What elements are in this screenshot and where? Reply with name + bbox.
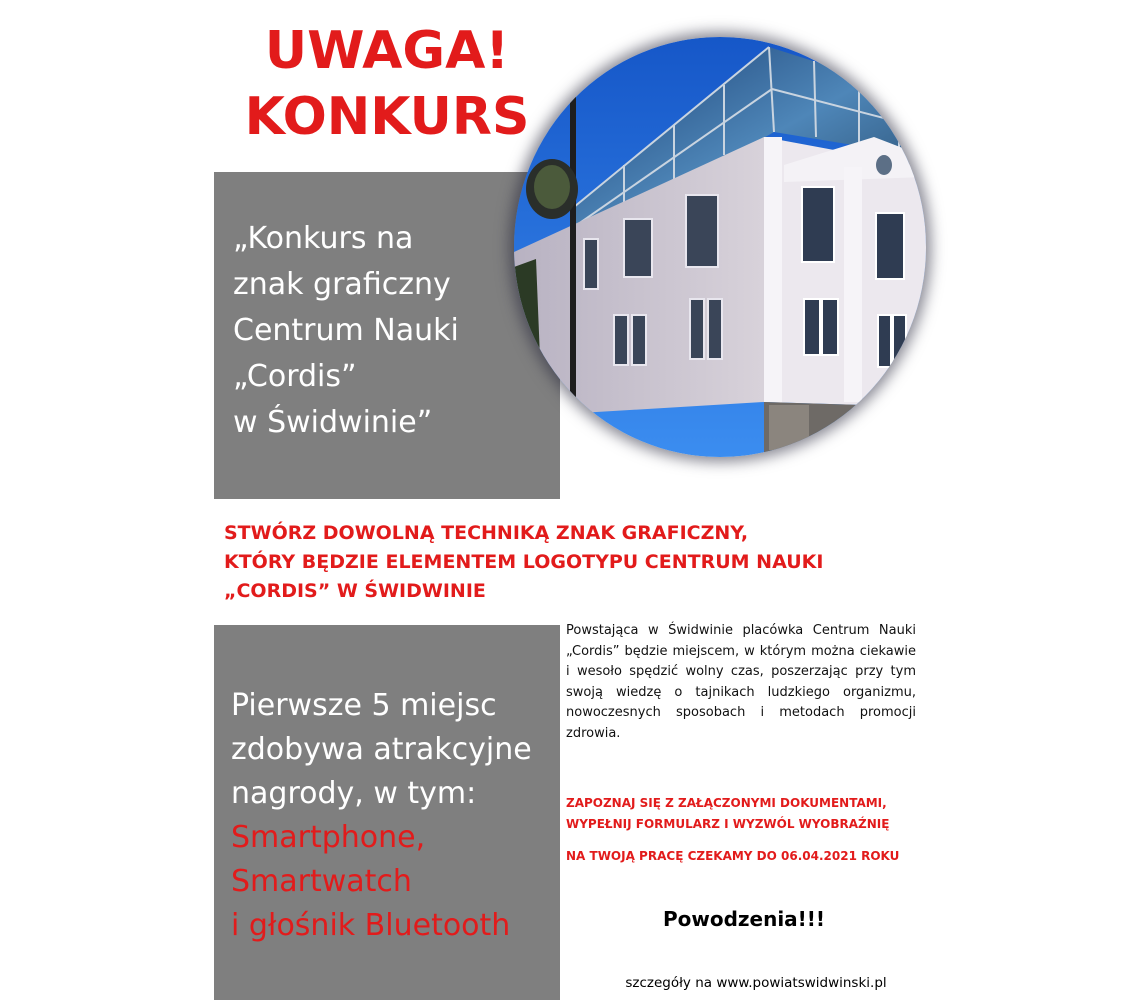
prize-item: Smartphone, (231, 820, 426, 855)
building-photo (514, 37, 926, 457)
headline-konkurs: KONKURS (244, 87, 530, 147)
cta-instructions (566, 793, 922, 835)
headline-uwaga: UWAGA! (264, 21, 510, 81)
good-luck-text: Powodzenia!!! (662, 907, 826, 931)
title-line: znak graficzny (233, 267, 451, 302)
tagline (224, 519, 912, 606)
contest-title (233, 216, 553, 446)
title-line: w Świdwinie” (233, 405, 433, 440)
cta-line: WYPEŁNIJ FORMULARZ I WYZWÓL WYOBRAŹNIĘ (566, 817, 890, 831)
tagline-line: KTÓRY BĘDZIE ELEMENTEM LOGOTYPU CENTRUM NAUKI (224, 551, 824, 573)
cta-deadline: NA TWOJĄ PRACĘ CZEKAMY DO 06.04.2021 ROKU (566, 849, 900, 863)
building-illustration (514, 37, 926, 457)
prize-item: Smartwatch (231, 864, 412, 899)
tagline-line: STWÓRZ DOWOLNĄ TECHNIKĄ ZNAK GRAFICZNY, (224, 522, 749, 544)
tagline-line: „CORDIS” W ŚWIDWINIE (224, 580, 486, 602)
prize-intro-line: nagrody, w tym: (231, 776, 477, 811)
details-link[interactable]: szczegóły na www.powiatswidwinski.pl (625, 975, 887, 991)
prize-item: i głośnik Bluetooth (231, 908, 511, 943)
title-line: Centrum Nauki (233, 313, 459, 348)
description-paragraph: Powstająca w Świdwinie placówka Centrum Nauki „Cordis” będzie miejscem, w którym można ciekawie i wesoło spędzić wolny czas, poszerzając przy tym swoją wiedzę o tajnikach ludzkiego organizmu, nowoczesnych sposobach i metodach promocji zdrowia. (566, 623, 916, 741)
prize-intro-line: Pierwsze 5 miejsc (231, 688, 497, 723)
cta-line: ZAPOZNAJ SIĘ Z ZAŁĄCZONYMI DOKUMENTAMI, (566, 796, 887, 810)
title-line: „Cordis” (233, 359, 357, 394)
title-line: „Konkurs na (233, 221, 414, 256)
prize-intro-line: zdobywa atrakcyjne (231, 732, 532, 767)
prize-text (231, 684, 561, 948)
